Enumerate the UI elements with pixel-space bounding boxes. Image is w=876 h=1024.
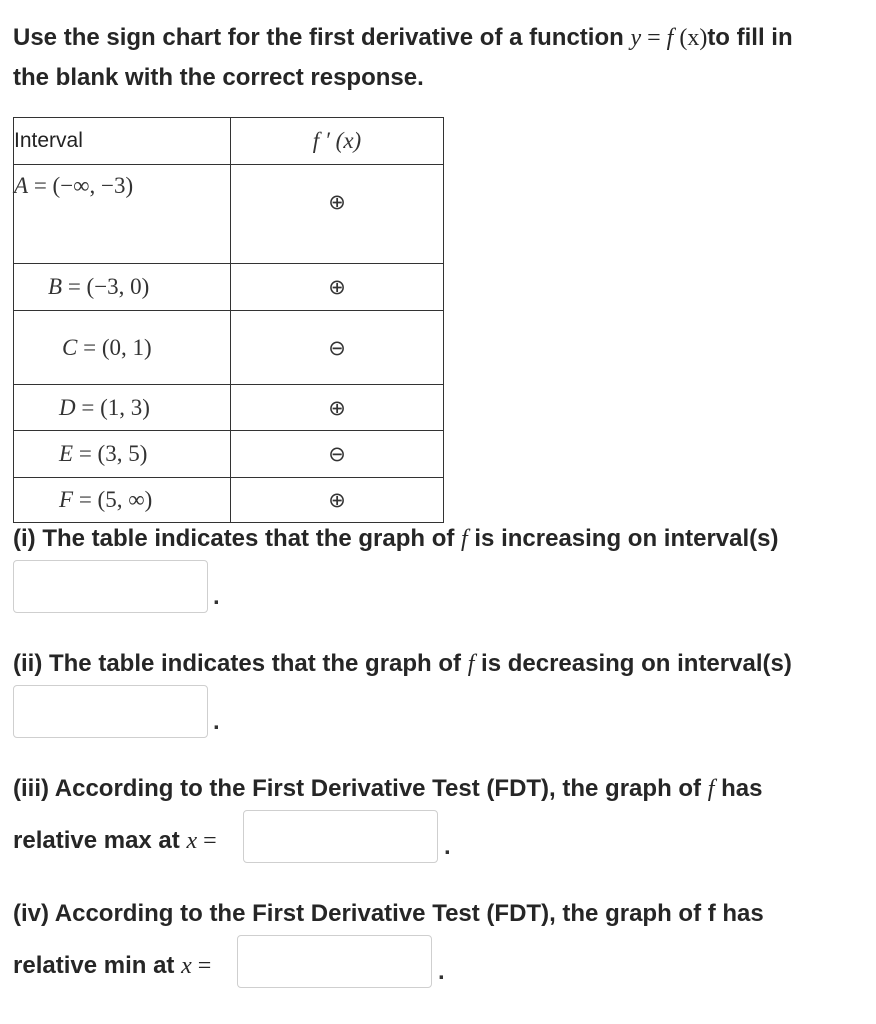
header-derivative	[231, 118, 444, 165]
table-row	[14, 478, 444, 523]
header-interval: Interval	[14, 118, 231, 165]
interval-label: E	[59, 441, 74, 466]
question-i	[13, 525, 778, 553]
equals-sign: =	[197, 953, 212, 979]
interval-cell	[14, 385, 231, 431]
relative-max-equation	[186, 828, 216, 854]
eq-x: (x)	[679, 25, 708, 51]
sign-positive-icon: ⊕	[231, 165, 444, 264]
question-iii-line2	[13, 827, 217, 855]
interval-value: = (0, 1)	[83, 334, 152, 360]
table-row	[14, 264, 444, 311]
interval-cell	[14, 478, 231, 523]
intro-line2: the blank with the correct response.	[13, 64, 424, 91]
question-iv-text: (iv) According to the First Derivative Test (FDT), the graph of f has	[13, 900, 764, 927]
sign-positive-icon: ⊕	[231, 264, 444, 311]
var-x: x	[186, 828, 198, 854]
sign-negative-icon: ⊖	[231, 431, 444, 478]
sign-chart-table	[13, 117, 444, 523]
table-header-row	[14, 118, 444, 165]
question-ii-text-end: is decreasing on interval(s)	[481, 650, 792, 677]
interval-label: B	[48, 274, 63, 299]
interval-label: D	[59, 394, 76, 420]
intro-suffix: to fill in	[707, 24, 793, 51]
answer-input-iii[interactable]	[243, 810, 438, 863]
interval-cell	[14, 165, 231, 264]
question-i-text: (i) The table indicates that the graph of	[13, 525, 455, 552]
eq-y: y	[630, 25, 642, 51]
intro-equation	[630, 25, 707, 51]
question-iii-text-end: has	[721, 775, 763, 802]
question-iii-text: (iii) According to the First Derivative Test (FDT), the graph of	[13, 775, 702, 802]
eq-f: f	[666, 25, 674, 51]
interval-cell	[14, 311, 231, 385]
interval-label: A	[14, 173, 29, 198]
interval-cell	[14, 431, 231, 478]
question-ii-text: (ii) The table indicates that the graph of	[13, 650, 462, 677]
period: .	[444, 833, 451, 860]
interval-value: = (5, ∞)	[78, 487, 153, 512]
question-iii-f: f	[707, 776, 715, 802]
question-iv-line2	[13, 952, 211, 980]
period: .	[213, 708, 220, 735]
intro-prefix: Use the sign chart for the first derivative of a function	[13, 24, 624, 51]
problem-intro	[13, 18, 863, 98]
table-row	[14, 311, 444, 385]
question-iii	[13, 775, 762, 803]
question-i-f: f	[461, 526, 468, 552]
table-row	[14, 165, 444, 264]
interval-cell	[14, 264, 231, 311]
sign-negative-icon: ⊖	[231, 311, 444, 385]
table-row	[14, 385, 444, 431]
period: .	[213, 583, 220, 610]
relative-min-equation	[181, 953, 211, 979]
answer-input-iv[interactable]	[237, 935, 432, 988]
interval-value: = (1, 3)	[81, 394, 150, 420]
period: .	[438, 958, 445, 985]
answer-input-i[interactable]	[13, 560, 208, 613]
eq-equals: =	[647, 25, 661, 51]
relative-min-label: relative min at	[13, 952, 175, 979]
question-ii	[13, 650, 792, 678]
relative-max-label: relative max at	[13, 827, 180, 854]
question-i-text-end: is increasing on interval(s)	[474, 525, 779, 552]
interval-label: F	[59, 487, 74, 512]
interval-value: = (−3, 0)	[67, 274, 150, 299]
answer-input-ii[interactable]	[13, 685, 208, 738]
interval-value: = (3, 5)	[78, 441, 148, 466]
equals-sign: =	[203, 828, 217, 854]
question-iv	[13, 900, 764, 928]
question-ii-f: f	[467, 651, 475, 677]
interval-value: = (−∞, −3)	[33, 173, 134, 198]
sign-positive-icon: ⊕	[231, 478, 444, 523]
sign-positive-icon: ⊕	[231, 385, 444, 431]
interval-label: C	[62, 334, 78, 360]
header-derivative-text: f ′ (x)	[312, 128, 362, 153]
var-x: x	[181, 953, 192, 979]
table-row	[14, 431, 444, 478]
